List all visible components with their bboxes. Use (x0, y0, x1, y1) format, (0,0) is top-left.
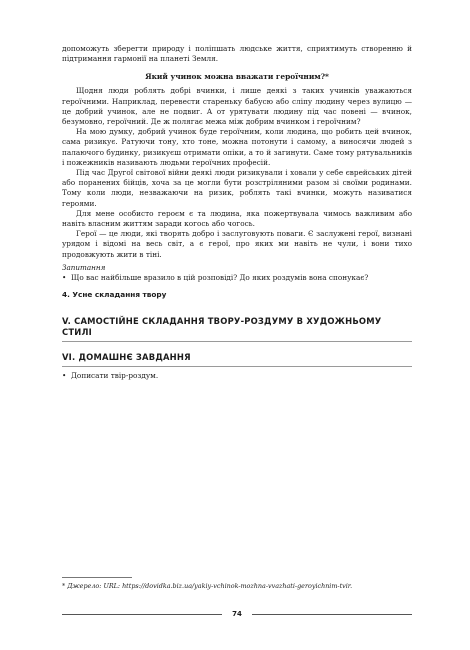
question-bullet-item (62, 273, 412, 283)
bullet-icon: • (62, 272, 67, 282)
homework-bullet-item (62, 371, 412, 381)
footer-rule-right (252, 614, 412, 615)
section-vi (62, 352, 412, 367)
body-paragraph: Щодня люди роблять добрі вчинки, і лише деякі з таких учинків уважаються героїчними. Наприклад, перевести стареньку бабусю або сліпу людину через вулицю — це добрий учинок, але не подвиг. А от урятувати людину під час повені — вчинок, безумовно, героїчний. Де ж полягає межа між добрим вчинком і героїчним? (62, 86, 412, 127)
bullet-icon: • (62, 370, 67, 380)
intro-paragraph: допоможуть зберегти природу і поліпшать людське життя, сприятимуть створенню й підтримання гармонії на планеті Земля. (62, 44, 412, 64)
body-paragraph: Під час Другої світової війни деякі люди ризикували і ховали у себе єврейських дітей або поранених бійців, хоча за це могли бути розстріляними разом зі своїми родинами. Тому коли люди, незважаючи на ризик, роблять такі вчинки, можуть називатися героями. (62, 168, 412, 208)
footnote: * Джерело: URL: https://dovidka.biz.ua/yakiy-vchinok-mozhna-vvazhati-geroyichnim-tvir. (62, 582, 353, 590)
section-divider (62, 366, 412, 367)
questions-heading: Запитання (62, 262, 106, 272)
oral-composition-heading: 4. Усне складання твору (62, 289, 167, 299)
section-v-heading: V. САМОСТІЙНЕ СКЛАДАННЯ ТВОРУ-РОЗДУМУ В ХУДОЖНЬОМУ СТИЛІ (62, 315, 382, 337)
question-title: Який учинок можна вважати героїчним?* (145, 72, 329, 82)
page-content (62, 44, 412, 381)
page-number: 74 (232, 610, 242, 618)
question-bullet-text: Що вас найбільше вразило в цій розповіді? До яких роздумів вона спонукає? (71, 272, 369, 282)
section-divider (62, 341, 412, 342)
body-paragraph: Для мене особисто героєм є та людина, яка пожертвувала чимось важливим або навіть власним життям заради когось або чогось. (62, 208, 412, 229)
body-paragraph: Герої — це люди, які творять добро і заслуговують поваги. Є заслужені герої, визнані урядом і відомі на весь світ, а є герої, про яких ми навіть не чули, і вони тихо продовжують жити в тіні. (62, 229, 412, 259)
body-paragraph: На мою думку, добрий учинок буде героїчним, коли людина, що робить цей вчинок, сама ризикує. Ратуючи тону, хто тоне, можна потонути і самому, а виносячи людей з палаючого будинку, ризикуєш отримати опіки, а то й загинути. Саме тому рятувальників і пожежників називають людьми героїчних професій. (62, 127, 412, 167)
footnote-divider (62, 577, 132, 578)
homework-bullet-text: Дописати твір-роздум. (71, 370, 159, 380)
footer-rule-left (62, 614, 222, 615)
section-v (62, 316, 412, 342)
section-vi-heading: VI. ДОМАШНЄ ЗАВДАННЯ (62, 351, 191, 362)
